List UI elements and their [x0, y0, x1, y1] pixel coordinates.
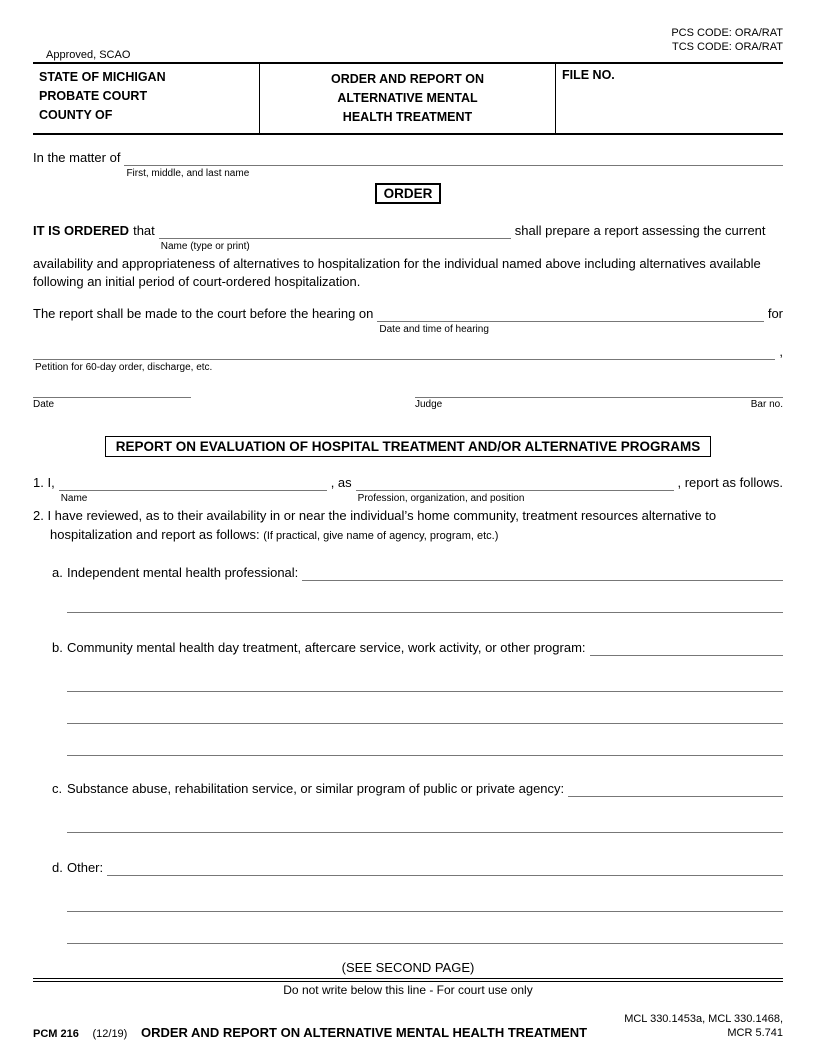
- item-a-extra-line[interactable]: [67, 581, 783, 613]
- item-d-row: [52, 859, 783, 876]
- item-b-field[interactable]: [590, 639, 783, 656]
- hearing-text: The report shall be made to the court before the hearing on: [33, 306, 374, 321]
- matter-row: [33, 149, 783, 179]
- item-b-text: Community mental health day treatment, aftercare service, work activity, or other program:: [67, 640, 586, 655]
- item-c-text: Substance abuse, rehabilitation service, or similar program of public or private agency:: [67, 781, 565, 796]
- item2-note: (If practical, give name of agency, program, etc.): [263, 530, 499, 542]
- item1-row: [33, 474, 783, 504]
- judge-signature-field[interactable]: [415, 397, 783, 411]
- citation-line-1: MCL 330.1453a, MCL 330.1468,: [624, 1013, 783, 1025]
- file-no-cell[interactable]: [556, 64, 783, 133]
- approved-scao-label: Approved, SCAO: [46, 49, 131, 61]
- court-use-note: Do not write below this line - For court use only: [283, 983, 533, 997]
- court-identification-cell: [33, 64, 260, 133]
- petition-row: [33, 343, 783, 373]
- item-a-label: a.: [52, 565, 63, 580]
- item-d-extra-line-2[interactable]: [67, 912, 783, 944]
- form-footer: [33, 1012, 783, 1040]
- item-a-field[interactable]: [302, 564, 783, 581]
- form-title-cell: ORDER AND REPORT ON ALTERNATIVE MENTAL HEALTH TREATMENT: [260, 64, 556, 133]
- file-no-label: FILE NO.: [562, 68, 615, 82]
- item-a-row: [52, 564, 783, 581]
- item-b-extra-line-3[interactable]: [67, 724, 783, 756]
- pcs-code: PCS CODE: ORA/RAT: [671, 27, 783, 39]
- top-bar: [33, 24, 783, 62]
- item-b-extra-line-1[interactable]: [67, 656, 783, 692]
- profession-sublabel: Profession, organization, and position: [357, 493, 525, 504]
- ordered-that: that: [133, 223, 155, 238]
- item-c-label: c.: [52, 781, 63, 796]
- citation-line-2: MCR 5.741: [727, 1027, 783, 1039]
- hearing-date-sublabel: Date and time of hearing: [379, 324, 489, 335]
- code-block: [671, 26, 783, 54]
- petition-field[interactable]: [33, 343, 775, 373]
- court-use-divider: [33, 978, 783, 982]
- tcs-code: TCS CODE: ORA/RAT: [671, 41, 783, 53]
- item2-paragraph: [33, 506, 783, 546]
- ordered-row: [33, 222, 783, 252]
- report-section-heading: REPORT ON EVALUATION OF HOSPITAL TREATMENT AND/OR ALTERNATIVE PROGRAMS: [105, 436, 712, 457]
- matter-label: In the matter of: [33, 150, 121, 165]
- it-is-ordered-label: IT IS ORDERED: [33, 223, 130, 238]
- see-second-page-note: (SEE SECOND PAGE): [341, 960, 475, 975]
- signature-row: [33, 397, 783, 411]
- item1-as: , as: [330, 475, 352, 490]
- ordered-tail-text: shall prepare a report assessing the current: [514, 223, 766, 238]
- judge-label: Judge: [415, 399, 443, 410]
- item-b-row: [52, 639, 783, 656]
- date-signature-field[interactable]: [33, 397, 191, 411]
- item-d-field[interactable]: [107, 859, 783, 876]
- ordered-name-field[interactable]: [159, 222, 511, 252]
- date-label: Date: [33, 399, 55, 410]
- order-paragraph: availability and appropriateness of alternatives to hospitalization for the individual named above including alternatives available following an initial period of court-ordered hospitalization.: [33, 256, 761, 289]
- item-c-extra-line[interactable]: [67, 797, 783, 833]
- item-d-extra-line-1[interactable]: [67, 876, 783, 912]
- matter-name-field[interactable]: [124, 149, 783, 179]
- footer-form-title: ORDER AND REPORT ON ALTERNATIVE MENTAL HEALTH TREATMENT: [140, 1025, 588, 1040]
- bar-no-label: Bar no.: [750, 399, 783, 410]
- profession-field[interactable]: [356, 474, 674, 504]
- matter-name-sublabel: First, middle, and last name: [126, 168, 250, 179]
- state-label: STATE OF MICHIGAN: [39, 70, 166, 84]
- item-b-extra-line-2[interactable]: [67, 692, 783, 724]
- legal-citations: [624, 1012, 783, 1040]
- item-a-text: Independent mental health professional:: [67, 565, 299, 580]
- form-code: PCM 216: [33, 1028, 79, 1040]
- footer-left: [33, 1025, 587, 1040]
- item-c-field[interactable]: [568, 780, 783, 797]
- petition-sublabel: Petition for 60-day order, discharge, etc.: [35, 362, 213, 373]
- order-heading: ORDER: [375, 183, 442, 204]
- reporter-name-field[interactable]: [59, 474, 327, 504]
- form-header-table: [33, 62, 783, 135]
- hearing-row: [33, 305, 783, 335]
- item-b-label: b.: [52, 640, 63, 655]
- form-revision: (12/19): [92, 1028, 128, 1040]
- item2-text: 2. I have reviewed, as to their availability in or near the individual’s home community, treatment resources alternative to hospitalization and report as follows:: [33, 508, 717, 542]
- item-d-text: Other:: [67, 860, 104, 875]
- reporter-name-sublabel: Name: [60, 493, 88, 504]
- hearing-tail: for: [767, 306, 783, 321]
- item-c-row: [52, 780, 783, 797]
- court-label: PROBATE COURT: [39, 89, 148, 103]
- ordered-name-sublabel: Name (type or print): [160, 241, 250, 252]
- item-d-label: d.: [52, 860, 63, 875]
- petition-comma: ,: [779, 344, 783, 359]
- hearing-date-field[interactable]: [377, 305, 763, 335]
- item1-prefix: 1. I,: [33, 475, 55, 490]
- county-label: COUNTY OF: [39, 108, 113, 122]
- item1-tail: , report as follows.: [677, 475, 783, 490]
